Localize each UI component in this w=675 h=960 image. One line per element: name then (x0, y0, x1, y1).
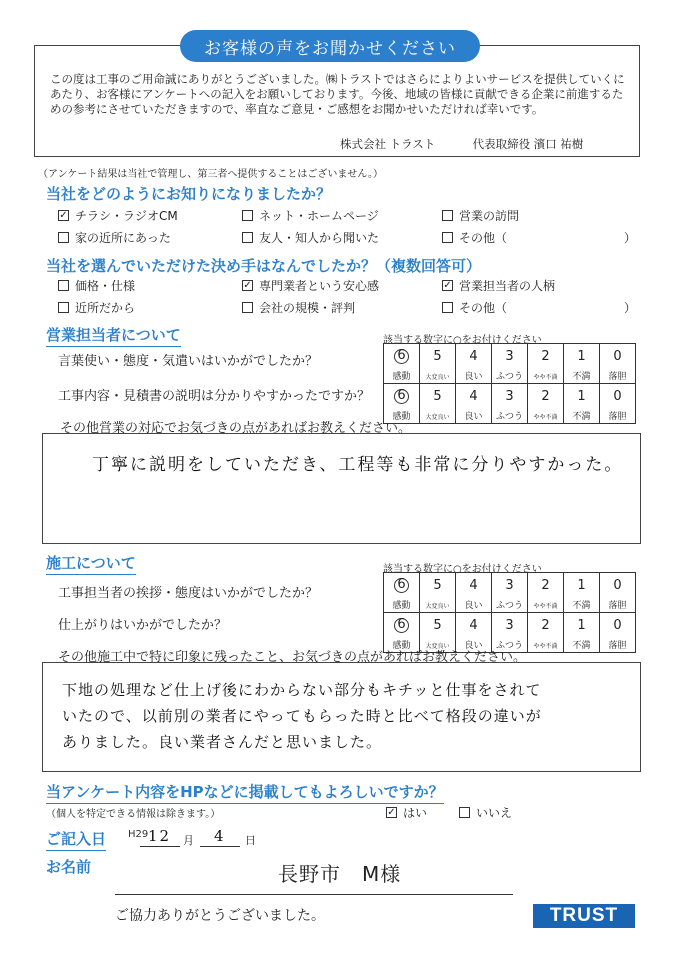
rating-label: やや不満 (533, 643, 558, 650)
construction-rating-header: 該当する数字に○をお付けください (383, 564, 542, 575)
rating-label: 落胆 (608, 372, 627, 382)
rating-number: 2 (541, 577, 550, 593)
q1-option-label: ネット・ホームページ (259, 209, 379, 223)
rating-option-5[interactable] (420, 344, 456, 365)
q1-option[interactable] (58, 229, 171, 246)
rating-option-label-cell (456, 404, 492, 424)
q1-option[interactable] (242, 207, 379, 224)
rating-number: 5 (433, 577, 442, 593)
signature-line (340, 136, 583, 152)
day-underline (200, 846, 240, 847)
sales-question-1: 言葉使い・態度・気遣いはいかがでしたか？ (58, 354, 319, 369)
q1-option[interactable] (242, 229, 379, 246)
rating-number: 2 (541, 348, 550, 364)
ceo-name: 濱口 祐樹 (533, 137, 584, 151)
rating-option-label-cell (492, 364, 528, 384)
intro-text: この度は工事のご用命誠にありがとうございました。㈱トラストではさらによりよいサービスを提供していくにあたり、お客様にアンケートへの記入をお願いしております。今後、地域の皆様に貢献できる企業に前進するための参考にさせていただきますので、率直なご意見・ご感想をお聞かせいただければ幸いです。 (50, 72, 625, 116)
q2-option-label: 営業担当者の人柄 (459, 279, 556, 293)
rating-label: 不満 (572, 412, 591, 422)
q1-option-label: チラシ・ラジオCM (75, 209, 178, 223)
publish-yes-label: はい (403, 806, 428, 820)
rating-label-row (384, 593, 636, 613)
rating-label: 感動 (392, 641, 411, 651)
rating-option-1[interactable] (564, 344, 600, 365)
rating-number: 3 (505, 388, 514, 404)
construction-comment-prompt: その他施工中で特に印象に残ったこと、お気づきの点があればお教えください。 (58, 650, 527, 665)
rating-option-1[interactable] (564, 613, 600, 634)
q2-option-label: 専門業者という安心感 (259, 279, 380, 293)
construction-question-1: 工事担当者の挨拶・態度はいかがでしたか？ (58, 586, 319, 601)
rating-option-label-cell (564, 364, 600, 384)
construction-comment-line-1: 下地の処理など仕上げ後にわからない部分もキチッと仕事をされて (62, 681, 542, 699)
rating-option-5[interactable] (420, 613, 456, 634)
q1-checkbox[interactable] (58, 232, 69, 243)
rating-number: 5 (433, 617, 442, 633)
rating-label: ふつう (495, 641, 523, 651)
rating-label: 落胆 (608, 601, 627, 611)
q2-checkbox[interactable]: ✓ (243, 280, 252, 291)
rating-option-label-cell (528, 404, 564, 424)
rating-option-label-cell (600, 633, 636, 653)
rating-label: 落胆 (608, 641, 627, 651)
rating-option-1[interactable] (564, 573, 600, 594)
rating-number: 0 (613, 577, 622, 593)
q1-option-label: 営業の訪問 (459, 209, 520, 223)
sales-question-2: 工事内容・見積書の説明は分かりやすかったですか？ (58, 389, 371, 404)
sales-rating-table (383, 343, 636, 424)
rating-option-label-cell (600, 404, 636, 424)
rating-label: 大変良い (425, 414, 450, 421)
rating-number-row (384, 384, 636, 405)
rating-option-3[interactable] (492, 613, 528, 634)
rating-number: 6 (394, 618, 409, 633)
q1-other-close: ） (624, 231, 637, 245)
rating-number: 0 (613, 348, 622, 364)
rating-option-0[interactable] (600, 573, 636, 594)
q2-option-label: 価格・仕様 (75, 279, 136, 293)
rating-option-label-cell (384, 364, 420, 384)
rating-option-6[interactable] (384, 384, 420, 405)
q1-checkbox[interactable] (442, 232, 453, 243)
date-day: 4 (214, 827, 226, 845)
thanks-text: ご協力ありがとうございました。 (115, 908, 325, 924)
rating-option-label-cell (420, 593, 456, 613)
publish-no-label: いいえ (476, 806, 513, 820)
rating-label: 感動 (392, 601, 411, 611)
sales-comment-prompt: その他営業の対応でお気づきの点があればお教えください。 (60, 421, 412, 436)
rating-option-0[interactable] (600, 344, 636, 365)
rating-number: 1 (577, 577, 586, 593)
q2-checkbox[interactable] (58, 280, 69, 291)
rating-number: 4 (469, 348, 478, 364)
rating-label: やや不満 (533, 603, 558, 610)
rating-number: 3 (505, 577, 514, 593)
sales-comment-text: 丁寧に説明をしていただき、工程等も非常に分りやすかった。 (92, 455, 624, 475)
rating-option-2[interactable] (528, 384, 564, 405)
rating-number-row (384, 344, 636, 365)
rating-number-row (384, 573, 636, 594)
rating-option-3[interactable] (492, 384, 528, 405)
q2-option-label: 会社の規模・評判 (259, 301, 356, 315)
q2-checkbox[interactable] (242, 302, 253, 313)
q2-checkbox[interactable]: ✓ (443, 280, 452, 291)
rating-option-label-cell (528, 633, 564, 653)
q1-option-label: 家の近所にあった (75, 231, 171, 245)
publish-note: （個人を特定できる情報は除きます。） (46, 809, 221, 820)
rating-option-5[interactable] (420, 573, 456, 594)
rating-number: 0 (613, 388, 622, 404)
rating-number-row (384, 613, 636, 634)
rating-label: 良い (464, 601, 483, 611)
rating-label: ふつう (495, 372, 523, 382)
name-value: 長野市 M様 (278, 862, 402, 886)
publish-yes-option[interactable] (386, 804, 427, 821)
rating-number: 4 (469, 388, 478, 404)
rating-option-label-cell (456, 364, 492, 384)
rating-option-label-cell (564, 593, 600, 613)
q1-checkbox[interactable] (242, 210, 253, 221)
publish-yes-checkbox[interactable]: ✓ (387, 807, 396, 818)
q2-option[interactable] (442, 277, 555, 294)
month-underline (140, 846, 180, 847)
rating-number: 4 (469, 617, 478, 633)
q2-option[interactable] (242, 299, 355, 316)
rating-option-0[interactable] (600, 613, 636, 634)
rating-label: やや不満 (533, 374, 558, 381)
q1-title: 当社をどのようにお知りになりましたか？ (46, 185, 332, 203)
q2-title: 当社を選んでいただけた決め手はなんでしたか？（複数回答可） (46, 257, 482, 275)
q2-option-label: その他（ (459, 301, 508, 315)
rating-option-label-cell (564, 404, 600, 424)
rating-label: ふつう (495, 601, 523, 611)
rating-number: 6 (394, 349, 409, 364)
rating-label: ふつう (495, 412, 523, 422)
rating-option-5[interactable] (420, 384, 456, 405)
rating-number: 4 (469, 577, 478, 593)
q2-checkbox[interactable] (442, 302, 453, 313)
sales-rating-header: 該当する数字に○をお付けください (383, 335, 542, 346)
q1-checkbox[interactable] (242, 232, 253, 243)
publish-title: 当アンケート内容をHPなどに掲載してもよろしいですか？ (46, 781, 444, 804)
q1-option[interactable] (58, 207, 178, 224)
q2-option[interactable] (58, 277, 135, 294)
q1-option-label: 友人・知人から聞いた (259, 231, 380, 245)
rating-option-6[interactable] (384, 613, 420, 634)
construction-question-2: 仕上がりはいかがでしたか？ (58, 618, 228, 633)
sales-section-title: 営業担当者について (46, 324, 181, 347)
q1-option-label: その他（ (459, 231, 508, 245)
q2-option[interactable] (58, 299, 135, 316)
rating-label: 良い (464, 372, 483, 382)
rating-label: 不満 (572, 641, 591, 651)
rating-label: 良い (464, 641, 483, 651)
rating-number: 5 (433, 388, 442, 404)
q1-option[interactable] (442, 229, 507, 246)
name-underline (115, 894, 513, 895)
rating-option-label-cell (420, 404, 456, 424)
rating-option-label-cell (600, 364, 636, 384)
rating-number: 0 (613, 617, 622, 633)
q2-option-label: 近所だから (75, 301, 136, 315)
day-unit: 日 (245, 834, 256, 847)
rating-number: 1 (577, 348, 586, 364)
rating-option-3[interactable] (492, 573, 528, 594)
rating-label-row (384, 404, 636, 424)
rating-label: 良い (464, 412, 483, 422)
rating-option-label-cell (528, 593, 564, 613)
date-month: 12 (148, 827, 172, 845)
rating-option-label-cell (384, 593, 420, 613)
rating-option-label-cell (420, 364, 456, 384)
rating-option-6[interactable] (384, 344, 420, 365)
rating-label-row (384, 364, 636, 384)
rating-option-2[interactable] (528, 573, 564, 594)
rating-number: 2 (541, 617, 550, 633)
rating-option-4[interactable] (456, 573, 492, 594)
privacy-note: （アンケート結果は当社で管理し、第三者へ提供することはございません。） (38, 169, 383, 180)
month-unit: 月 (183, 834, 194, 847)
date-label: ご記入日 (46, 828, 106, 851)
rating-option-label-cell (600, 593, 636, 613)
rating-option-3[interactable] (492, 344, 528, 365)
rating-option-label-cell (564, 633, 600, 653)
rating-option-4[interactable] (456, 384, 492, 405)
rating-option-label-cell (456, 593, 492, 613)
rating-option-2[interactable] (528, 344, 564, 365)
construction-section-title: 施工について (46, 552, 136, 575)
rating-option-4[interactable] (456, 613, 492, 634)
rating-number: 1 (577, 617, 586, 633)
rating-number: 3 (505, 617, 514, 633)
rating-number: 5 (433, 348, 442, 364)
rating-label: 不満 (572, 372, 591, 382)
rating-option-2[interactable] (528, 613, 564, 634)
rating-number: 6 (394, 389, 409, 404)
rating-label: 大変良い (425, 374, 450, 381)
rating-label: 落胆 (608, 412, 627, 422)
date-era: H29 (128, 829, 149, 840)
q1-option[interactable] (442, 207, 519, 224)
rating-label: やや不満 (533, 414, 558, 421)
rating-label: 大変良い (425, 603, 450, 610)
survey-banner: お客様の声をお聞かせください (180, 30, 480, 62)
rating-number: 1 (577, 388, 586, 404)
rating-number: 2 (541, 388, 550, 404)
publish-no-option[interactable] (459, 804, 512, 821)
name-label: お名前 (46, 858, 92, 876)
construction-comment-line-3: ありました。良い業者さんだと思いました。 (62, 733, 383, 751)
q2-option[interactable] (242, 277, 379, 294)
rating-option-label-cell (492, 404, 528, 424)
q2-other-close: ） (624, 301, 637, 315)
construction-rating-table (383, 572, 636, 653)
q2-option[interactable] (442, 299, 507, 316)
rating-option-4[interactable] (456, 344, 492, 365)
rating-number: 6 (394, 578, 409, 593)
rating-label: 感動 (392, 412, 411, 422)
publish-no-checkbox[interactable] (459, 807, 470, 818)
rating-option-1[interactable] (564, 384, 600, 405)
q2-checkbox[interactable] (58, 302, 69, 313)
rating-option-label-cell (492, 593, 528, 613)
q1-checkbox[interactable]: ✓ (59, 210, 68, 221)
company-name: 株式会社 トラスト (340, 137, 436, 151)
rating-option-label-cell (528, 364, 564, 384)
rating-option-6[interactable] (384, 573, 420, 594)
rating-label: 大変良い (425, 643, 450, 650)
rating-label: 不満 (572, 601, 591, 611)
trust-logo: TRUST (533, 904, 635, 928)
rating-number: 3 (505, 348, 514, 364)
rating-label: 感動 (392, 372, 411, 382)
construction-comment-line-2: いたので、以前別の業者にやってもらった時と比べて格段の違いが (62, 707, 542, 725)
ceo-title: 代表取締役 (472, 137, 531, 151)
q1-checkbox[interactable] (442, 210, 453, 221)
rating-option-0[interactable] (600, 384, 636, 405)
